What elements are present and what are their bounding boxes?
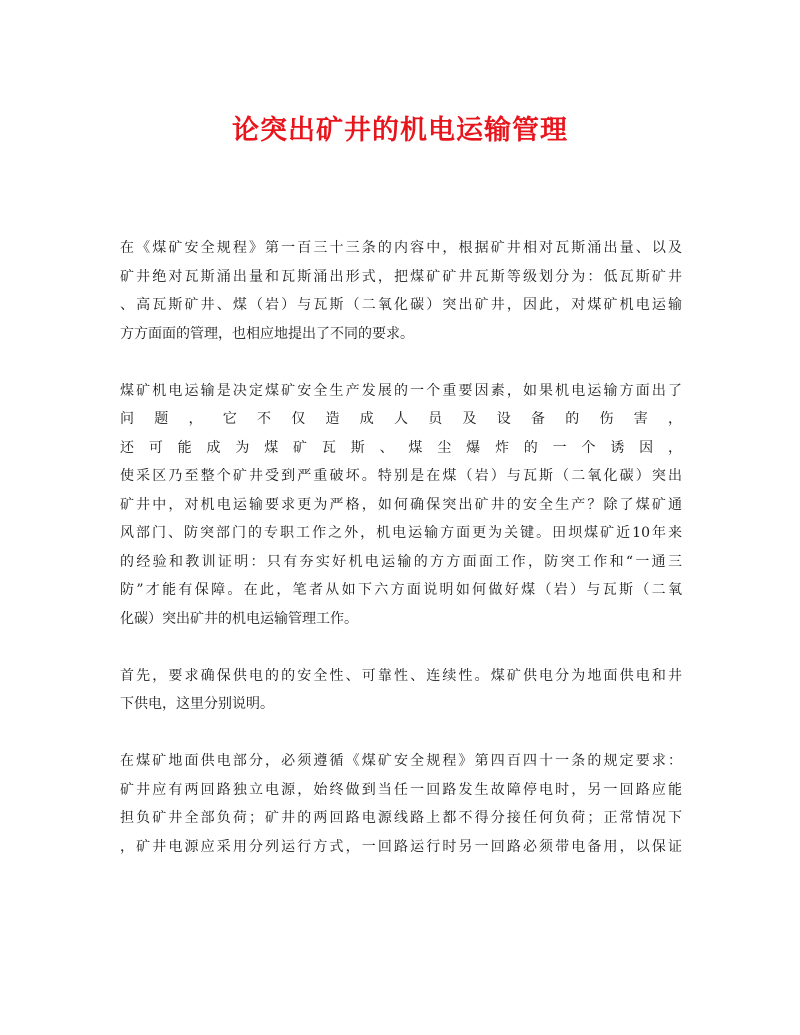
text-line: 方方面面的管理，也相应地提出了不同的要求。 [120, 325, 414, 342]
text-line: 在煤矿地面供电部分，必须遵循《煤矿安全规程》第四百四十一条的规定要求： [120, 753, 682, 769]
text-line: ，矿井电源应采用分列运行方式，一回路运行时另一回路必须带电备用，以保证 [120, 838, 682, 855]
text-line: 担负矿井全部负荷；矿井的两回路电源线路上都不得分接任何负荷；正常情况下 [120, 810, 682, 826]
text-line: 风部门、防突部门的专职工作之外，机电运输方面更为关键。田坝煤矿近10年来 [120, 525, 682, 541]
paragraph [120, 747, 682, 861]
text-line: 还可能成为煤矿瓦斯、煤尘爆炸的一个诱因， [120, 439, 682, 456]
text-line: 矿井应有两回路独立电源，始终做到当任一回路发生故障停电时，另一回路应能 [120, 781, 682, 798]
text-line: 矿井绝对瓦斯涌出量和瓦斯涌出形式，把煤矿矿井瓦斯等级划分为：低瓦斯矿井 [120, 268, 682, 285]
document-title: 论突出矿井的机电运输管理 [232, 115, 568, 146]
text-line: 防”才能有保障。在此，笔者从如下六方面说明如何做好煤（岩）与瓦斯（二氧 [120, 582, 682, 598]
text-line: 矿井中，对机电运输要求更为严格，如何确保突出矿井的安全生产？除了煤矿通 [120, 496, 682, 513]
text-line: 首先，要求确保供电的的安全性、可靠性、连续性。煤矿供电分为地面供电和井 [120, 667, 682, 684]
text-line: 化碳）突出矿井的机电运输管理工作。 [120, 610, 358, 627]
paragraph [120, 234, 682, 348]
text-line: 问题，它不仅造成人员及设备的伤害， [120, 411, 682, 427]
text-line: 在《煤矿安全规程》第一百三十三条的内容中，根据矿井相对瓦斯涌出量、以及 [120, 240, 682, 256]
paragraph [120, 377, 682, 634]
paragraph [120, 662, 682, 719]
text-line: 使采区乃至整个矿井受到严重破坏。特别是在煤（岩）与瓦斯（二氧化碳）突出 [120, 468, 682, 484]
text-line: 煤矿机电运输是决定煤矿安全生产发展的一个重要因素，如果机电运输方面出了 [120, 382, 682, 399]
document-body [120, 234, 682, 890]
text-line: 的经验和教训证明：只有夯实好机电运输的方方面面工作，防突工作和“一通三 [120, 553, 682, 570]
text-line: 下供电，这里分别说明。 [120, 696, 274, 712]
text-line: 、高瓦斯矿井、煤（岩）与瓦斯（二氧化碳）突出矿井，因此，对煤矿机电运输 [120, 297, 682, 313]
